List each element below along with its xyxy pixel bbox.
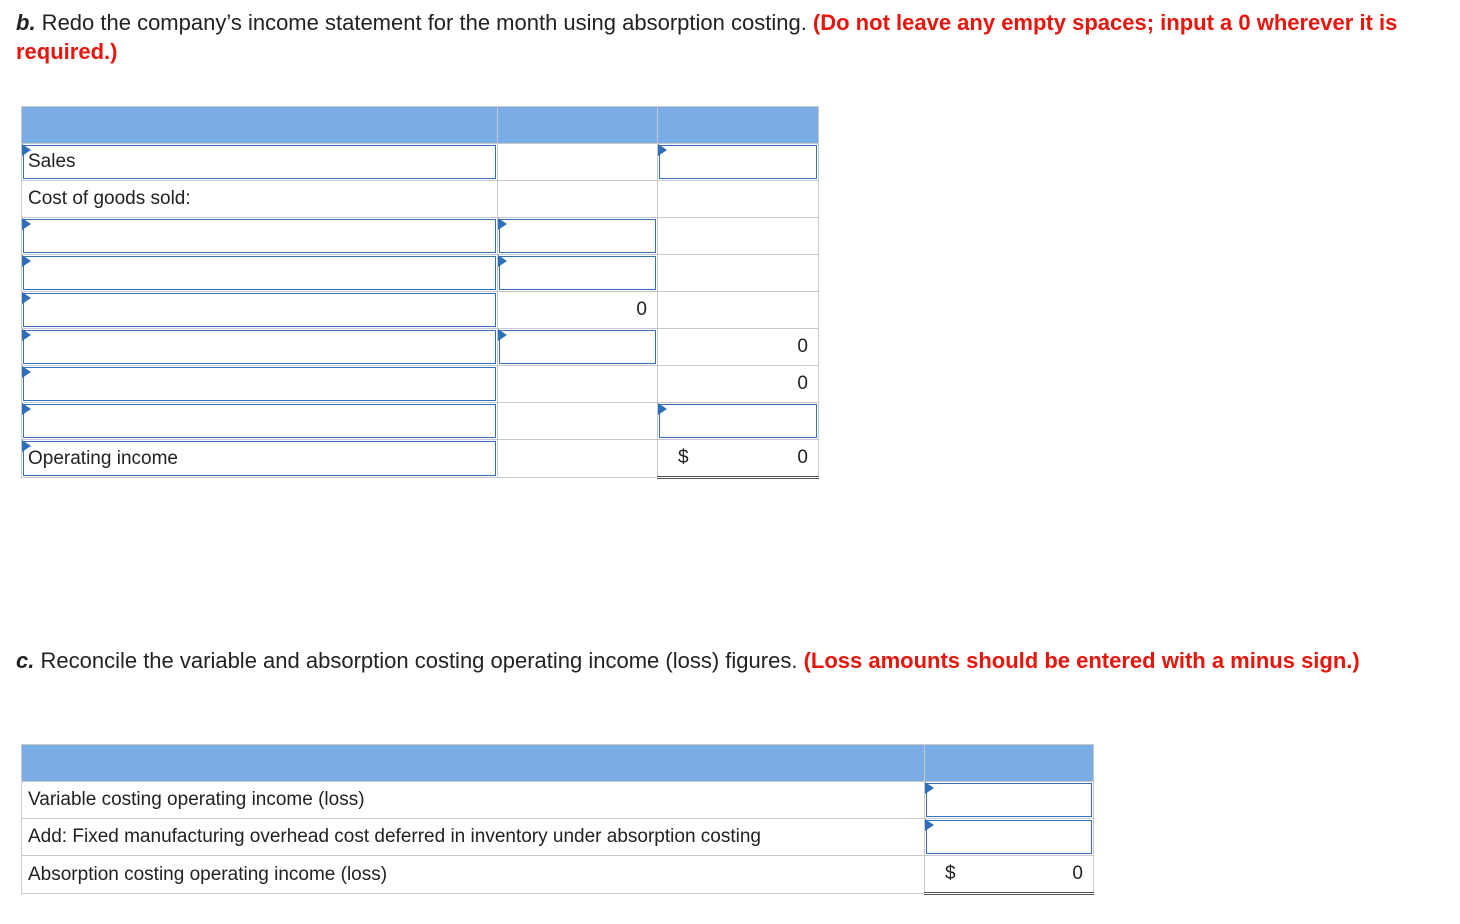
part-c-requirement: (Loss amounts should be entered with a minus sign.) [803, 648, 1360, 673]
empty-cell [658, 255, 819, 292]
cogs-item-4-amount-input[interactable] [499, 330, 656, 364]
part-c-letter: c. [16, 648, 35, 673]
empty-cell [658, 181, 819, 218]
gross-margin-value: 0 [797, 373, 808, 394]
table-row [22, 181, 819, 218]
sales-amount-input[interactable] [659, 145, 817, 179]
part-b-instruction [16, 8, 1436, 66]
part-c-text: Reconcile the variable and absorption costing operating income (loss) figures. [34, 648, 804, 673]
input-marker-icon [498, 218, 507, 230]
dropdown-marker-icon [22, 329, 31, 341]
currency-symbol: $ [945, 863, 956, 884]
absorption-costing-value: 0 [1072, 863, 1083, 884]
sales-label-input[interactable]: Sales [23, 145, 496, 179]
cogs-total-value: 0 [797, 336, 808, 357]
dropdown-marker-icon [22, 366, 31, 378]
header-cell [498, 107, 658, 144]
cogs-item-3-label-input[interactable] [23, 293, 496, 327]
operating-income-value: 0 [797, 447, 808, 468]
table-row [22, 144, 819, 181]
empty-cell [658, 218, 819, 255]
empty-cell [498, 403, 658, 440]
input-marker-icon [658, 403, 667, 415]
header-cell [925, 745, 1094, 782]
expenses-label-input[interactable] [23, 404, 496, 438]
operating-income-label-input[interactable]: Operating income [23, 441, 496, 476]
variable-costing-label: Variable costing operating income (loss) [28, 789, 365, 810]
cogs-subtotal-value: 0 [636, 299, 647, 320]
table-row [22, 329, 819, 366]
input-marker-icon [498, 255, 507, 267]
table-header-row [22, 107, 819, 144]
dropdown-marker-icon [22, 255, 31, 267]
input-marker-icon [498, 329, 507, 341]
empty-cell [498, 181, 658, 218]
gross-margin-label-input[interactable] [23, 367, 496, 401]
dropdown-marker-icon [22, 440, 31, 452]
table-row [22, 218, 819, 255]
dropdown-marker-icon [22, 218, 31, 230]
cogs-item-2-amount-input[interactable] [499, 256, 656, 290]
input-marker-icon [925, 782, 934, 794]
part-b-letter: b. [16, 10, 36, 35]
absorption-costing-label: Absorption costing operating income (loss) [28, 863, 388, 885]
part-b-requirement: (Do not leave any empty spaces; input a 0 wherever it is required.) [16, 10, 1398, 64]
deferred-overhead-input[interactable] [926, 820, 1092, 854]
cogs-item-2-label-input[interactable] [23, 256, 496, 290]
table-row [22, 292, 819, 329]
currency-symbol: $ [678, 447, 689, 468]
reconciliation-table [21, 744, 1094, 895]
expenses-amount-input[interactable] [659, 404, 817, 438]
table-row [22, 440, 819, 478]
table-row [22, 255, 819, 292]
table-row [22, 819, 1094, 856]
empty-cell [498, 440, 658, 478]
cogs-item-1-label-input[interactable] [23, 219, 496, 253]
empty-cell [498, 366, 658, 403]
table-row [22, 856, 1094, 894]
part-c-instruction [16, 646, 1456, 675]
table-header-row [22, 745, 1094, 782]
table-row [22, 403, 819, 440]
empty-cell [498, 144, 658, 181]
cogs-item-4-label-input[interactable] [23, 330, 496, 364]
dropdown-marker-icon [22, 144, 31, 156]
variable-costing-income-input[interactable] [926, 783, 1092, 817]
header-cell [22, 107, 498, 144]
empty-cell [658, 292, 819, 329]
table-row [22, 782, 1094, 819]
income-statement-table [21, 106, 819, 479]
dropdown-marker-icon [22, 292, 31, 304]
table-row [22, 366, 819, 403]
dropdown-marker-icon [22, 403, 31, 415]
header-cell [22, 745, 925, 782]
cogs-label: Cost of goods sold: [28, 188, 191, 209]
cogs-item-1-amount-input[interactable] [499, 219, 656, 253]
input-marker-icon [658, 144, 667, 156]
part-b-text: Redo the company’s income statement for the month using absorption costing. [35, 10, 813, 35]
deferred-overhead-label: Add: Fixed manufacturing overhead cost deferred in inventory under absorption costing [28, 826, 761, 847]
input-marker-icon [925, 819, 934, 831]
header-cell [658, 107, 819, 144]
